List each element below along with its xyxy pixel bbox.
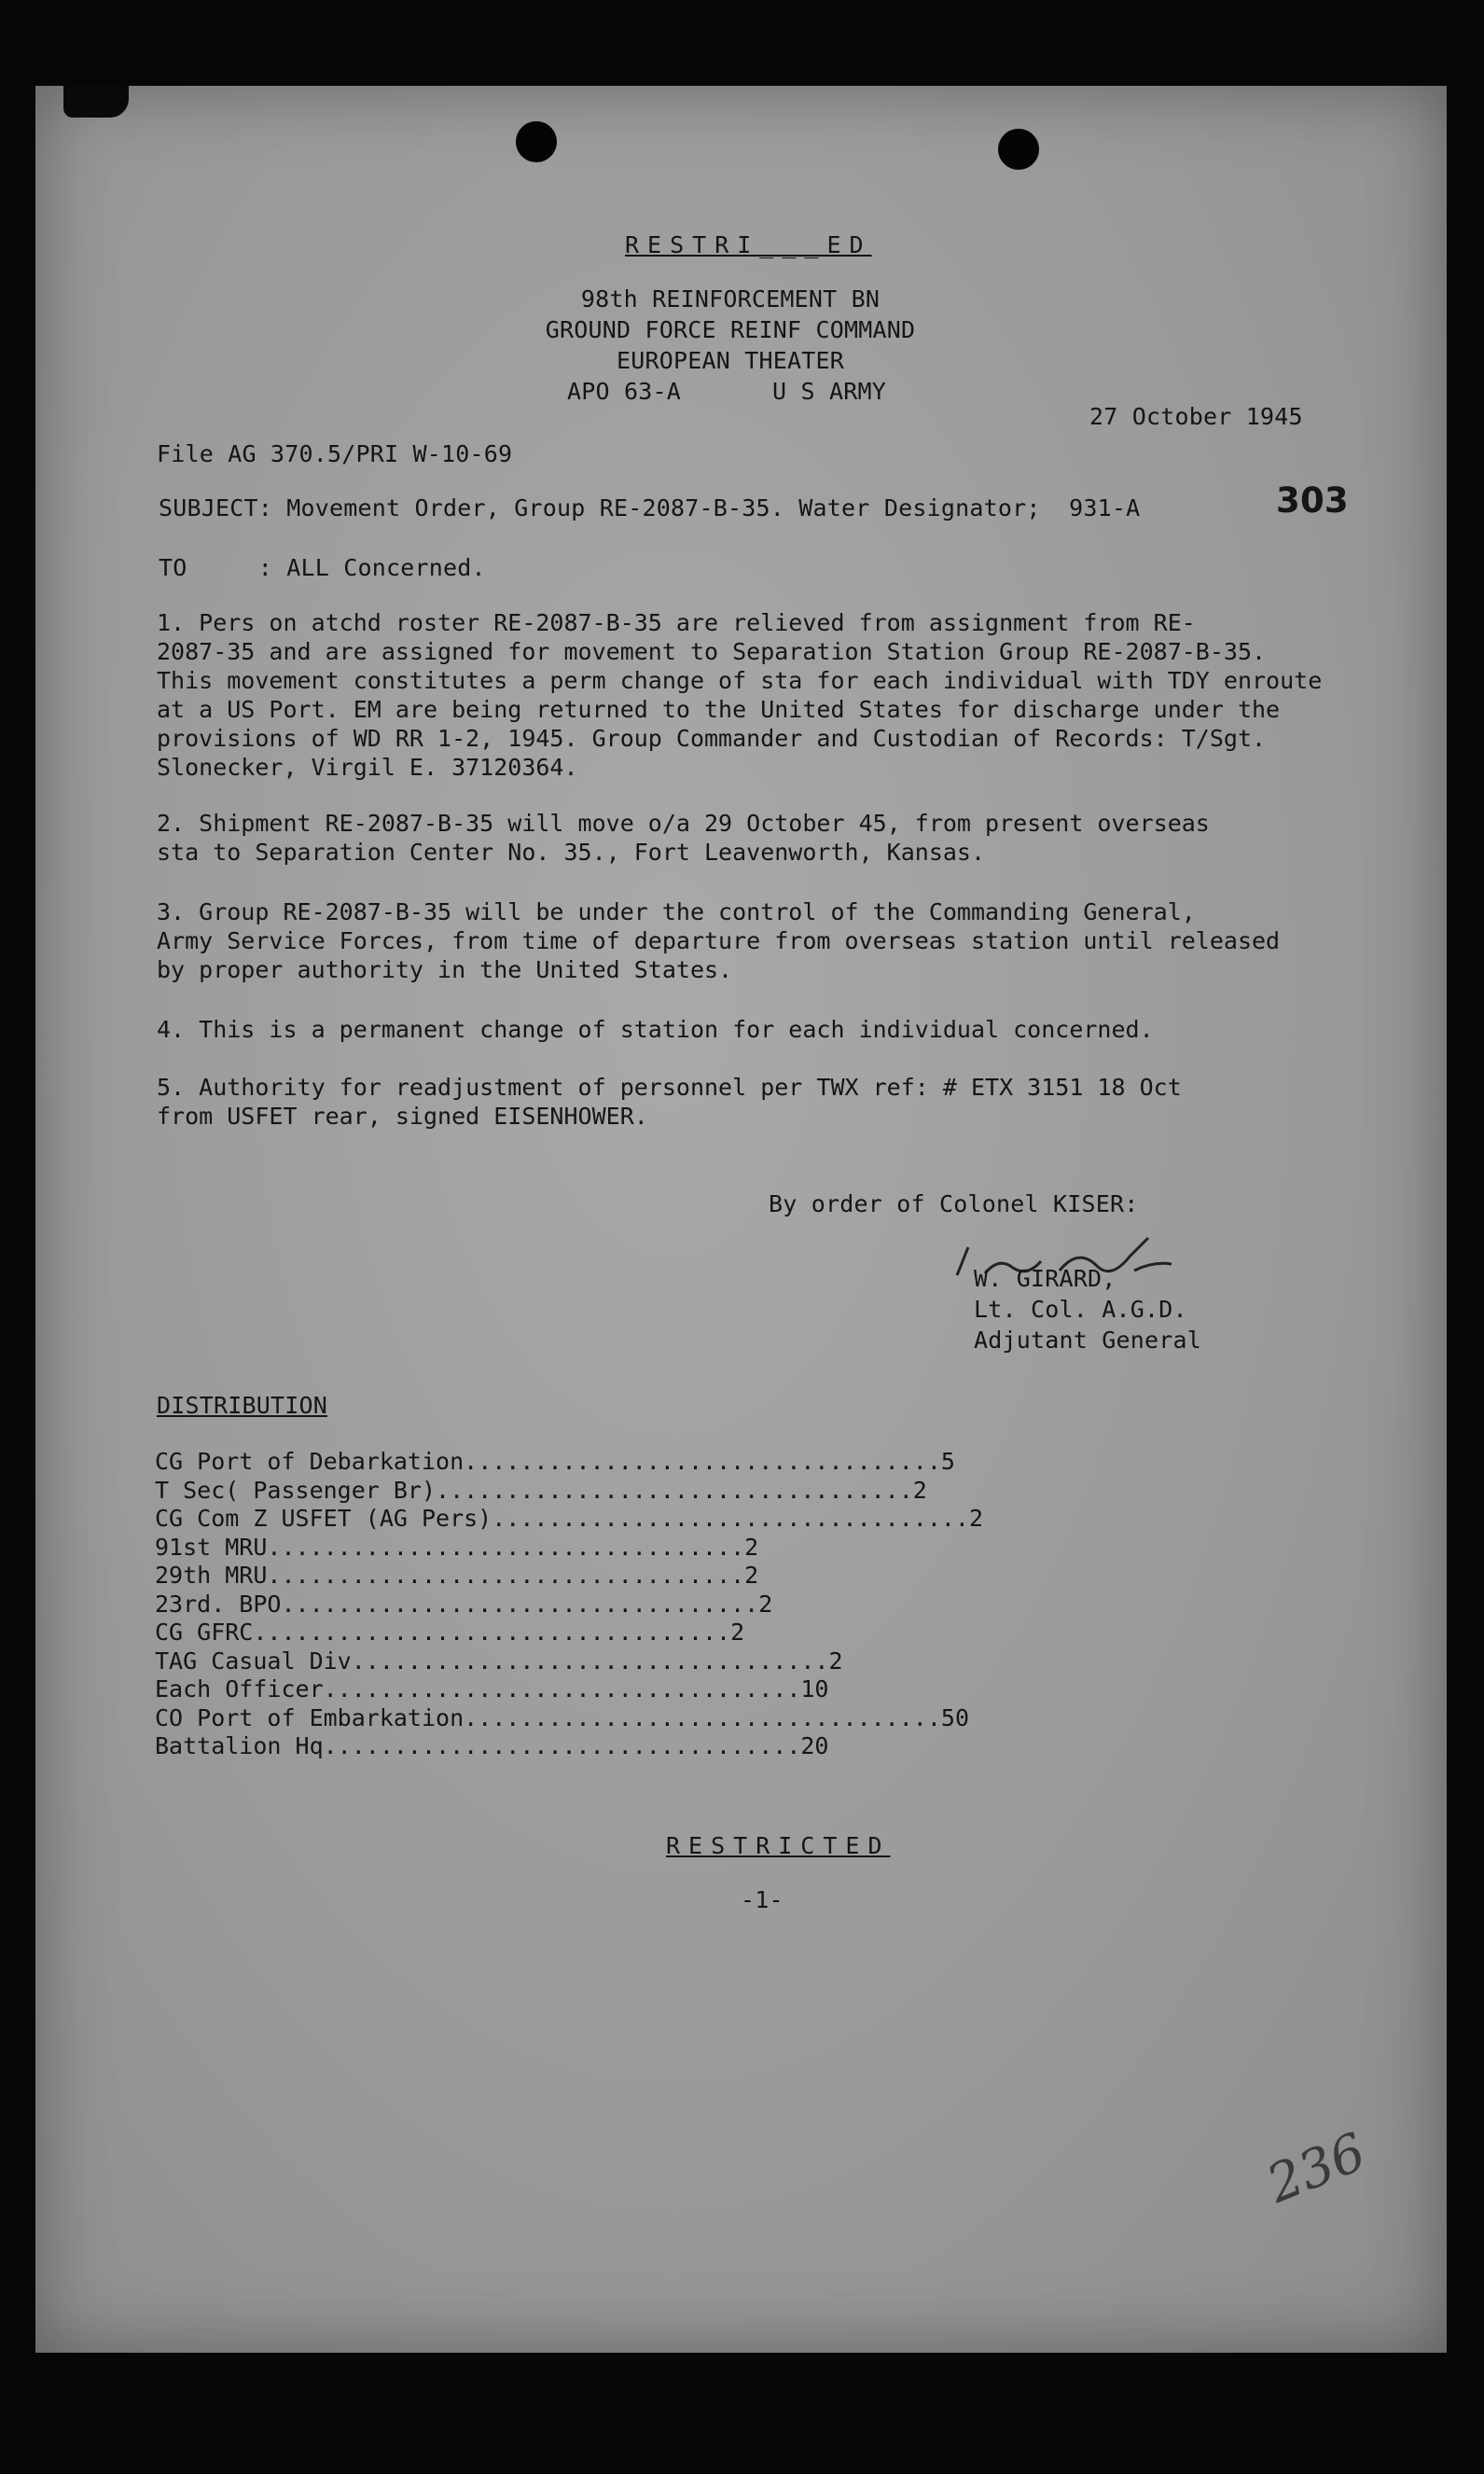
unit-line-2: GROUND FORCE REINF COMMAND: [545, 316, 916, 343]
distribution-row: CG Port of Debarkation .................................. 5: [155, 1448, 955, 1475]
to-line: TO : ALL Concerned.: [159, 554, 486, 581]
document-page: [35, 86, 1447, 2353]
distribution-heading: DISTRIBUTION: [157, 1392, 328, 1419]
distribution-row: 91st MRU .................................. 2: [155, 1533, 759, 1561]
by-order-line: By order of Colonel KISER:: [769, 1190, 1139, 1217]
distribution-list: [155, 1448, 984, 1761]
distribution-row: CO Port of Embarkation .................................. 50: [155, 1703, 969, 1731]
distribution-row: 23rd. BPO .................................. 2: [155, 1590, 773, 1618]
paragraph-2: 2. Shipment RE-2087-B-35 will move o/a 29 October 45, from present overseas sta to Separation Center No. 35., Fort Leavenworth, Kansas.: [157, 810, 1210, 866]
page-number: -1-: [741, 1886, 784, 1913]
army-line: U S ARMY: [772, 378, 887, 405]
subject-line: SUBJECT: Movement Order, Group RE-2087-B-35. Water Designator; 931-A: [159, 494, 1141, 521]
punch-hole-right-inner: [998, 129, 1039, 170]
unit-line-1: 98th REINFORCEMENT BN: [580, 285, 881, 313]
signer-name: W. GIRARD,: [974, 1265, 1116, 1292]
stamp-number: 303: [1276, 480, 1349, 521]
classification-bottom: RESTRICTED: [666, 1832, 891, 1859]
signer-title: Adjutant General: [974, 1327, 1202, 1354]
file-reference: File AG 370.5/PRI W-10-69: [157, 440, 513, 467]
paragraph-5: 5. Authority for readjustment of personnel per TWX ref: # ETX 3151 18 Oct from USFET rear, signed EISENHOWER.: [157, 1074, 1182, 1130]
distribution-row: CG GFRC .................................. 2: [155, 1619, 745, 1646]
apo-line: APO 63-A: [567, 378, 682, 405]
distribution-row: CG Com Z USFET (AG Pers) .................................. 2: [155, 1505, 984, 1532]
paragraph-4: 4. This is a permanent change of station for each individual concerned.: [157, 1016, 1154, 1043]
distribution-row: Each Officer .................................. 10: [155, 1675, 829, 1703]
paragraph-3: 3. Group RE-2087-B-35 will be under the control of the Commanding General, Army Service Forces, from time of departure from overseas station until released by proper authority in the United States.: [157, 898, 1281, 983]
distribution-row: 29th MRU .................................. 2: [155, 1562, 759, 1589]
torn-corner: [63, 86, 129, 118]
distribution-row: Battalion Hq .................................. 20: [155, 1732, 829, 1759]
classification-top: RESTRI___ED: [625, 231, 872, 258]
signer-rank: Lt. Col. A.G.D.: [974, 1296, 1187, 1323]
document-date: 27 October 1945: [1089, 403, 1303, 430]
pencil-folio-number: 236: [1258, 2121, 1375, 2216]
distribution-row: TAG Casual Div .................................. 2: [155, 1647, 843, 1675]
unit-line-3: EUROPEAN THEATER: [616, 347, 845, 374]
paragraph-1: 1. Pers on atchd roster RE-2087-B-35 are relieved from assignment from RE- 2087-35 and are assigned for movement to Separation Station Group RE-2087-B-35. This movement constitutes a perm change of sta for each individual with TDY enroute at a US Port. EM are being returned to the United States for discharge under the provisions of WD RR 1-2, 1945. Group Commander and Custodian of Records: T/Sgt. Slonecker, Virgil E. 37120364.: [157, 609, 1323, 781]
distribution-row: T Sec( Passenger Br) .................................. 2: [155, 1476, 927, 1504]
punch-hole-left-inner: [516, 121, 557, 162]
